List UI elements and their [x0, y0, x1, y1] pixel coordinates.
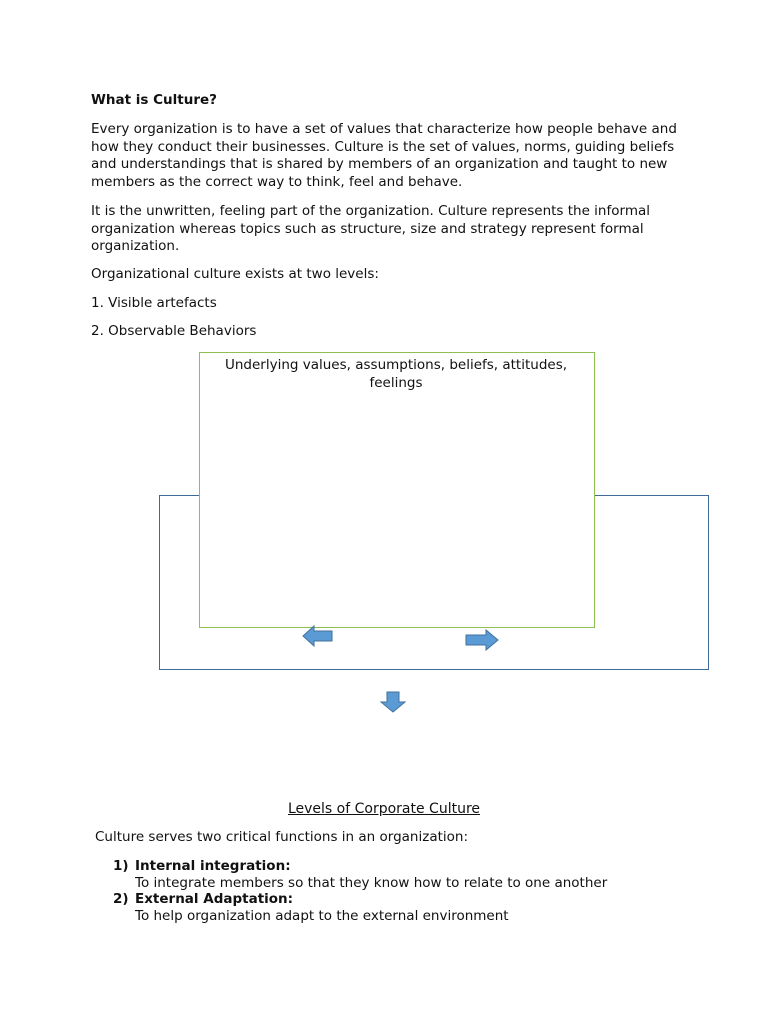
function-1-title: Internal integration: — [135, 858, 291, 874]
inner-level-box — [199, 352, 595, 628]
function-1-description: To integrate members so that they know how to relate to one another — [135, 875, 608, 891]
function-2-description: To help organization adapt to the external environment — [135, 908, 509, 924]
paragraph-culture-definition: Every organization is to have a set of values that characterize how people behave and how they conduct their businesses. Culture is the set of values, norms, guiding beliefs and understandings that is shared by members of an organization and taught to new members as the correct way to think, feel and behave. — [91, 121, 677, 190]
function-2-title: External Adaptation: — [135, 891, 294, 907]
list-item-visible-artefacts: 1. Visible artefacts — [91, 295, 217, 311]
function-2-number: 2) — [113, 891, 129, 907]
paragraph-levels-intro: Organizational culture exists at two levels: — [91, 266, 379, 282]
right-arrow-icon — [464, 628, 500, 652]
left-arrow-icon — [302, 624, 334, 648]
down-arrow-icon — [379, 690, 407, 714]
list-item-observable-behaviors: 2. Observable Behaviors — [91, 323, 257, 339]
functions-intro: Culture serves two critical functions in an organization: — [95, 829, 469, 845]
paragraph-informal-organization: It is the unwritten, feeling part of the organization. Culture represents the informal organization whereas topics such as structure, size and strategy represent formal organization. — [91, 203, 650, 254]
section-heading: What is Culture? — [91, 92, 217, 108]
levels-of-corporate-culture-title: Levels of Corporate Culture — [287, 801, 481, 817]
function-1-number: 1) — [113, 858, 129, 874]
inner-box-label: Underlying values, assumptions, beliefs, attitudes, feelings — [224, 357, 568, 391]
